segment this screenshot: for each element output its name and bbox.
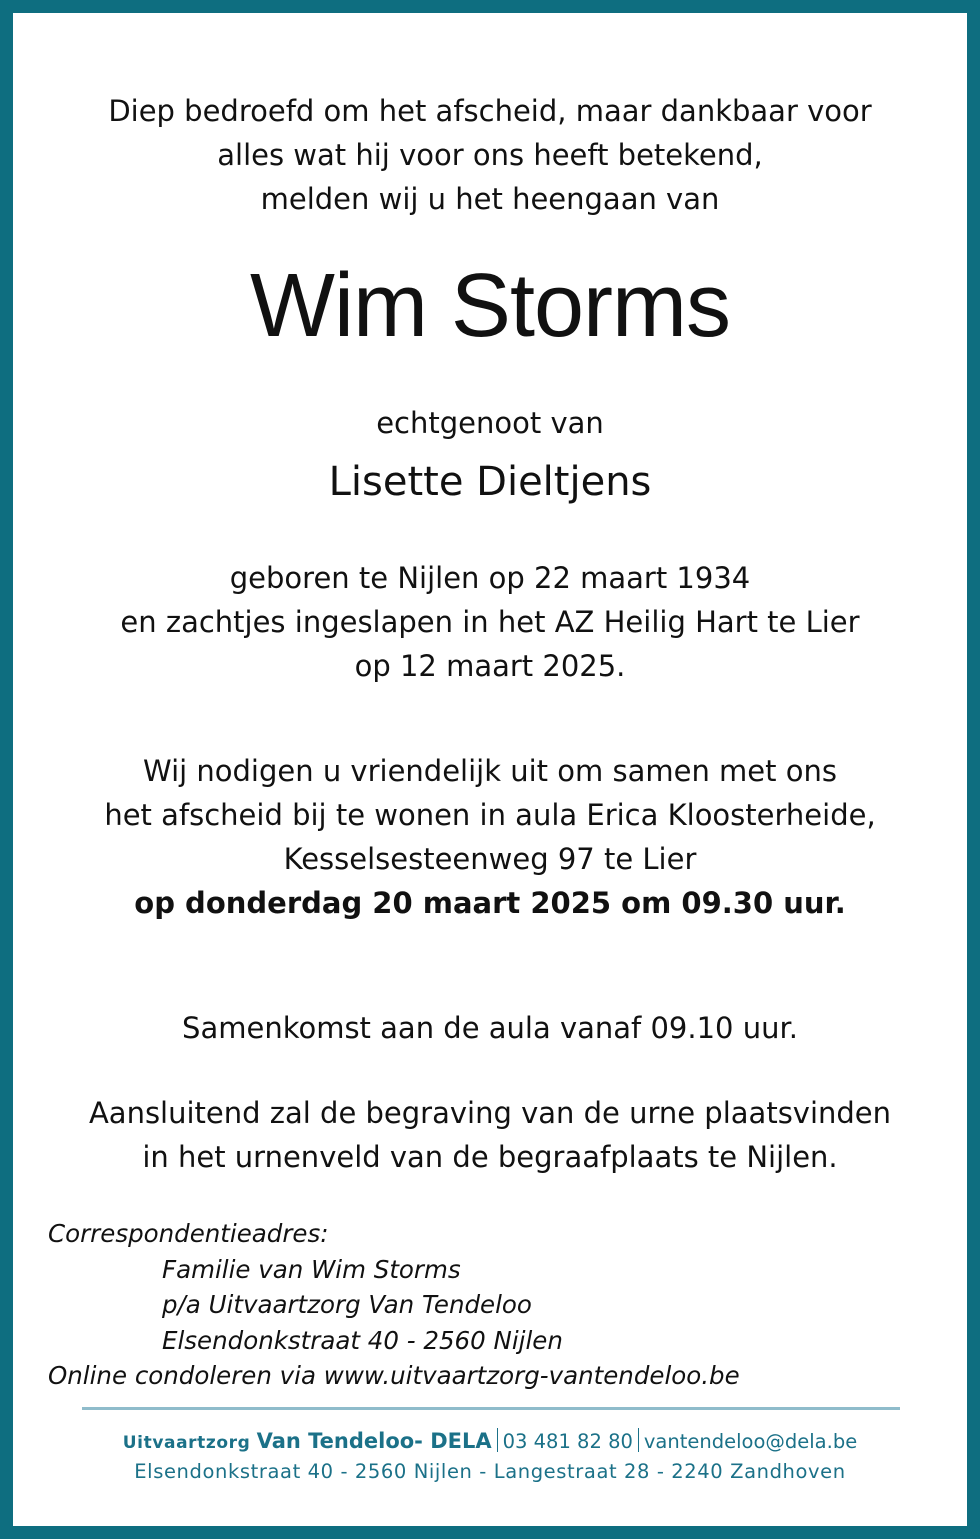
ceremony-line: Kesselsesteenweg 97 te Lier xyxy=(283,842,697,876)
spouse-name: Lisette Dieltjens xyxy=(328,459,652,505)
intro-line: Diep bedroefd om het afscheid, maar dankbaar voor xyxy=(108,94,872,128)
correspondence-label: Correspondentieadres: xyxy=(48,1219,329,1248)
dates-line: en zachtjes ingeslapen in het AZ Heilig Hart te Lier xyxy=(120,605,860,639)
footer-brand-name: Van Tendeloo- DELA xyxy=(256,1429,492,1453)
burial-info xyxy=(13,1091,967,1179)
dates-line: op 12 maart 2025. xyxy=(354,649,626,683)
spouse-label-text: echtgenoot van xyxy=(376,406,604,440)
ceremony-date: op donderdag 20 maart 2025 om 09.30 uur. xyxy=(134,886,846,920)
gathering-info xyxy=(13,1006,967,1050)
footer-phone: 03 481 82 80 xyxy=(502,1430,633,1453)
footer-separator xyxy=(497,1428,498,1452)
correspondence-line: p/a Uitvaartzorg Van Tendeloo xyxy=(162,1290,532,1319)
ceremony-invitation xyxy=(13,749,967,925)
footer-divider xyxy=(82,1407,900,1410)
deceased-name: Wim Storms xyxy=(250,256,730,356)
ceremony-line: het afscheid bij te wonen in aula Erica Kloosterheide, xyxy=(104,798,876,832)
footer-separator xyxy=(638,1428,639,1452)
footer-email: vantendeloo@dela.be xyxy=(643,1430,858,1453)
correspondence-line: Familie van Wim Storms xyxy=(162,1254,461,1284)
dates-line: geboren te Nijlen op 22 maart 1934 xyxy=(229,561,751,595)
online-condolence: Online condoleren via www.uitvaartzorg-vantendeloo.be xyxy=(48,1361,740,1390)
correspondence-address xyxy=(48,1216,740,1394)
spouse-label xyxy=(13,401,967,445)
intro-line: alles wat hij voor ons heeft betekend, xyxy=(217,138,763,172)
intro-line: melden wij u het heengaan van xyxy=(260,182,720,216)
footer-brand-prefix: Uitvaartzorg xyxy=(122,1433,251,1453)
burial-line: Aansluitend zal de begraving van de urne plaatsvinden xyxy=(88,1096,892,1130)
burial-line: in het urnenveld van de begraafplaats te Nijlen. xyxy=(142,1140,838,1174)
birth-death-dates xyxy=(13,556,967,688)
ceremony-line: Wij nodigen u vriendelijk uit om samen met ons xyxy=(143,754,837,788)
gathering-line: Samenkomst aan de aula vanaf 09.10 uur. xyxy=(182,1011,798,1045)
footer-addresses: Elsendonkstraat 40 - 2560 Nijlen - Langestraat 28 - 2240 Zandhoven xyxy=(134,1460,846,1483)
footer-contact xyxy=(13,1426,967,1458)
correspondence-line: Elsendonkstraat 40 - 2560 Nijlen xyxy=(162,1325,563,1355)
intro-text xyxy=(13,89,967,221)
